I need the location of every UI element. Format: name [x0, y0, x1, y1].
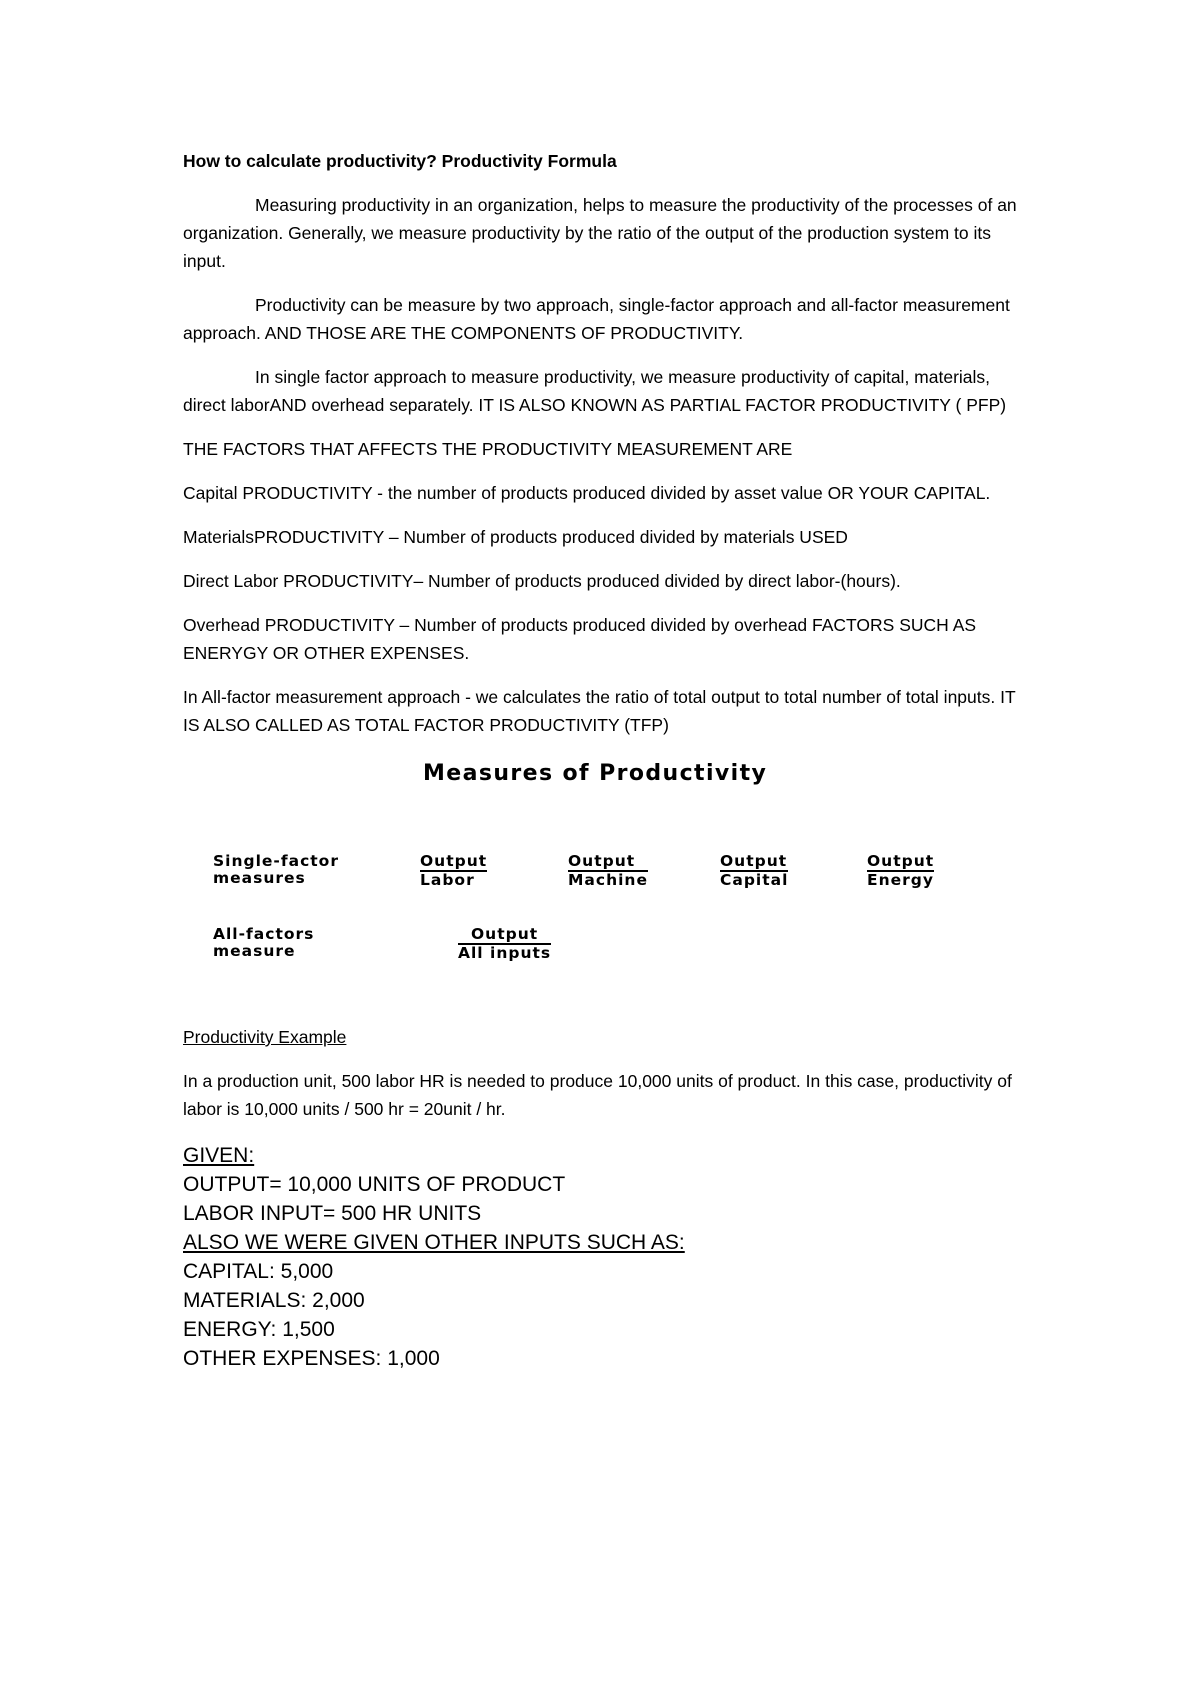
paragraph-capital-productivity: Capital PRODUCTIVITY - the number of products produced divided by asset value OR YOUR CAPITAL. — [183, 483, 991, 503]
paragraph-factors-heading: THE FACTORS THAT AFFECTS THE PRODUCTIVITY MEASUREMENT ARE — [183, 439, 793, 459]
fraction-output-all-inputs — [458, 926, 551, 962]
single-factor-label-line1: Single-factor — [213, 852, 339, 870]
document-content — [183, 147, 1033, 1373]
single-factor-label — [213, 853, 339, 887]
paragraph-approaches: Productivity can be measure by two approach, single-factor approach and all-factor measurement approach. AND THOSE ARE THE COMPONENTS OF PRODUCTIVITY. — [183, 295, 1010, 343]
all-factors-label — [213, 926, 314, 960]
given-other-expenses: OTHER EXPENSES: 1,000 — [183, 1347, 440, 1370]
fraction-numerator: Output — [568, 853, 648, 872]
figure-title: Measures of Productivity — [423, 761, 768, 786]
paragraph-overhead-productivity: Overhead PRODUCTIVITY – Number of products produced divided by overhead FACTORS SUCH AS ENERYGY OR OTHER EXPENSES. — [183, 615, 977, 663]
fraction-output-machine — [568, 853, 648, 889]
document-title: How to calculate productivity? Productivity Formula — [183, 151, 617, 171]
example-heading: Productivity Example — [183, 1027, 347, 1047]
given-heading: GIVEN: — [183, 1144, 255, 1167]
fraction-output-energy — [867, 853, 934, 889]
fraction-output-capital — [720, 853, 788, 889]
fraction-denominator: Energy — [867, 871, 934, 889]
fraction-denominator: Labor — [420, 871, 475, 889]
fraction-numerator: Output — [458, 926, 551, 945]
paragraph-all-factor: In All-factor measurement approach - we calculates the ratio of total output to total number of total inputs. IT IS ALSO CALLED AS TOTAL FACTOR PRODUCTIVITY (TFP) — [183, 687, 1016, 735]
paragraph-single-factor: In single factor approach to measure productivity, we measure productivity of capital, materials, direct laborAND overhead separately. IT IS ALSO KNOWN AS PARTIAL FACTOR PRODUCTIVITY ( PFP) — [183, 367, 1007, 415]
fraction-numerator: Output — [867, 852, 935, 870]
given-output: OUTPUT= 10,000 UNITS OF PRODUCT — [183, 1173, 566, 1196]
given-other-inputs-heading: ALSO WE WERE GIVEN OTHER INPUTS SUCH AS: — [183, 1231, 685, 1254]
fraction-numerator: Output — [420, 852, 488, 870]
paragraph-materials-productivity: MaterialsPRODUCTIVITY – Number of products produced divided by materials USED — [183, 527, 848, 547]
measures-of-productivity-figure — [183, 761, 1033, 981]
fraction-numerator: Output — [720, 852, 788, 870]
fraction-denominator: All inputs — [458, 944, 552, 962]
single-factor-label-line2: measures — [213, 869, 306, 887]
fraction-denominator: Capital — [720, 871, 789, 889]
given-block — [183, 1141, 1033, 1373]
given-materials: MATERIALS: 2,000 — [183, 1289, 365, 1312]
example-text: In a production unit, 500 labor HR is needed to produce 10,000 units of product. In this case, productivity of labor is 10,000 units / 500 hr = 20unit / hr. — [183, 1071, 1012, 1119]
all-factors-label-line1: All-factors — [213, 925, 315, 943]
paragraph-labor-productivity: Direct Labor PRODUCTIVITY– Number of products produced divided by direct labor-(hours). — [183, 571, 901, 591]
all-factors-label-line2: measure — [213, 942, 296, 960]
given-capital: CAPITAL: 5,000 — [183, 1260, 334, 1283]
given-labor-input: LABOR INPUT= 500 HR UNITS — [183, 1202, 482, 1225]
fraction-output-labor — [420, 853, 487, 889]
paragraph-measuring: Measuring productivity in an organization, helps to measure the productivity of the processes of an organization. Generally, we measure productivity by the ratio of the output of the production system to its input. — [183, 195, 1017, 271]
fraction-denominator: Machine — [568, 871, 648, 889]
given-energy: ENERGY: 1,500 — [183, 1318, 335, 1341]
